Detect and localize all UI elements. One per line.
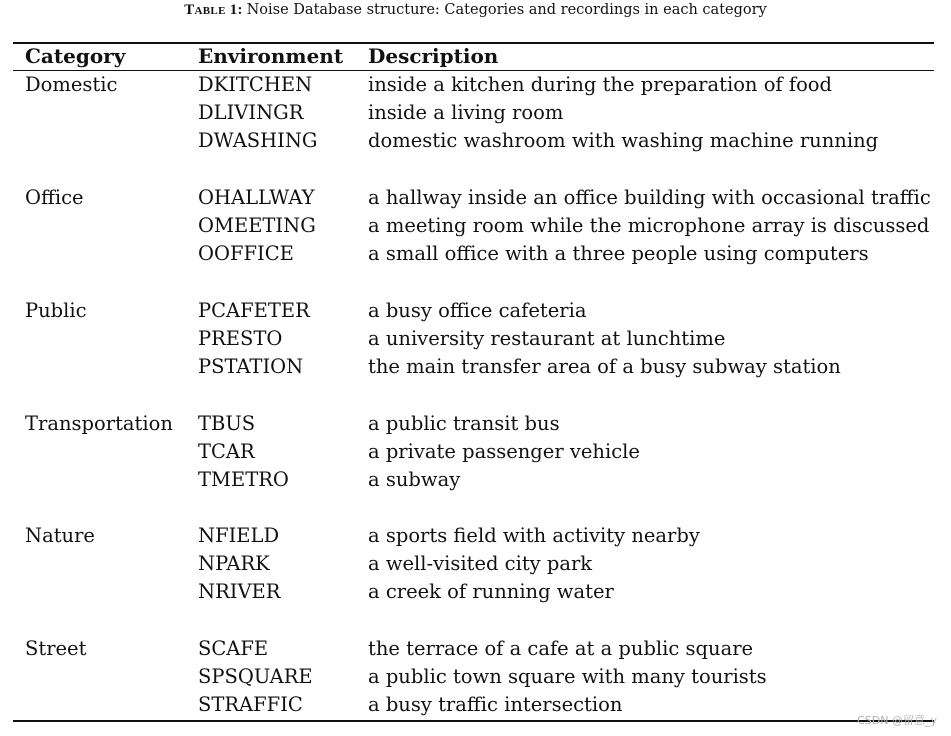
environment-cell: OMEETING: [198, 214, 316, 237]
environment-cell: TMETRO: [198, 468, 289, 491]
environment-cell: SPSQUARE: [198, 665, 313, 688]
environment-list: [198, 410, 289, 494]
description-cell: the terrace of a cafe at a public square: [368, 637, 754, 660]
description-cell: a university restaurant at lunchtime: [368, 327, 726, 350]
description-cell: a public transit bus: [368, 412, 560, 435]
category-cell: Domestic: [25, 73, 118, 96]
environment-cell: STRAFFIC: [198, 693, 303, 716]
header-category: Category: [25, 44, 126, 68]
description-list: [368, 635, 767, 719]
header-description: Description: [368, 44, 499, 68]
environment-cell: DWASHING: [198, 129, 318, 152]
description-cell: a subway: [368, 468, 461, 491]
description-cell: a sports field with activity nearby: [368, 524, 700, 547]
header-environment: Environment: [198, 44, 344, 68]
environment-list: [198, 297, 310, 381]
description-cell: a creek of running water: [368, 580, 614, 603]
environment-cell: OOFFICE: [198, 242, 294, 265]
description-cell: the main transfer area of a busy subway station: [368, 355, 841, 378]
description-list: [368, 410, 640, 494]
environment-list: [198, 635, 313, 719]
bottom-rule: [13, 720, 934, 722]
description-cell: a well-visited city park: [368, 552, 593, 575]
description-cell: a busy traffic intersection: [368, 693, 623, 716]
environment-cell: NFIELD: [198, 524, 280, 547]
description-list: [368, 184, 931, 268]
description-cell: a public town square with many tourists: [368, 665, 767, 688]
environment-list: [198, 522, 280, 606]
watermark: CSDN @留意_y: [857, 714, 937, 727]
description-cell: a private passenger vehicle: [368, 440, 640, 463]
environment-list: [198, 184, 316, 268]
category-cell: Nature: [25, 524, 95, 547]
category-cell: Transportation: [25, 412, 173, 435]
table-group: [0, 522, 951, 606]
table-group: [0, 71, 951, 155]
environment-cell: DLIVINGR: [198, 101, 304, 124]
description-cell: a small office with a three people using computers: [368, 242, 869, 265]
environment-cell: TBUS: [198, 412, 256, 435]
table-group: [0, 635, 951, 719]
description-list: [368, 71, 878, 155]
description-cell: a busy office cafeteria: [368, 299, 587, 322]
category-cell: Street: [25, 637, 87, 660]
table-group: [0, 410, 951, 494]
description-list: [368, 297, 841, 381]
category-cell: Office: [25, 186, 84, 209]
environment-cell: PRESTO: [198, 327, 283, 350]
environment-cell: OHALLWAY: [198, 186, 315, 209]
environment-cell: PCAFETER: [198, 299, 310, 322]
description-cell: domestic washroom with washing machine running: [368, 129, 879, 152]
environment-list: [198, 71, 318, 155]
description-cell: inside a kitchen during the preparation of food: [368, 73, 833, 96]
description-list: [368, 522, 700, 606]
environment-cell: DKITCHEN: [198, 73, 313, 96]
environment-cell: TCAR: [198, 440, 255, 463]
table-group: [0, 297, 951, 381]
environment-cell: NRIVER: [198, 580, 281, 603]
table-title: Noise Database structure: Categories and recordings in each category: [246, 2, 767, 18]
description-cell: inside a living room: [368, 101, 564, 124]
description-cell: a meeting room while the microphone array is discussed: [368, 214, 930, 237]
table-group: [0, 184, 951, 268]
table-label: Table 1:: [184, 2, 243, 18]
description-cell: a hallway inside an office building with occasional traffic: [368, 186, 931, 209]
category-cell: Public: [25, 299, 87, 322]
environment-cell: SCAFE: [198, 637, 269, 660]
environment-cell: NPARK: [198, 552, 270, 575]
table-caption: [0, 0, 951, 20]
environment-cell: PSTATION: [198, 355, 304, 378]
